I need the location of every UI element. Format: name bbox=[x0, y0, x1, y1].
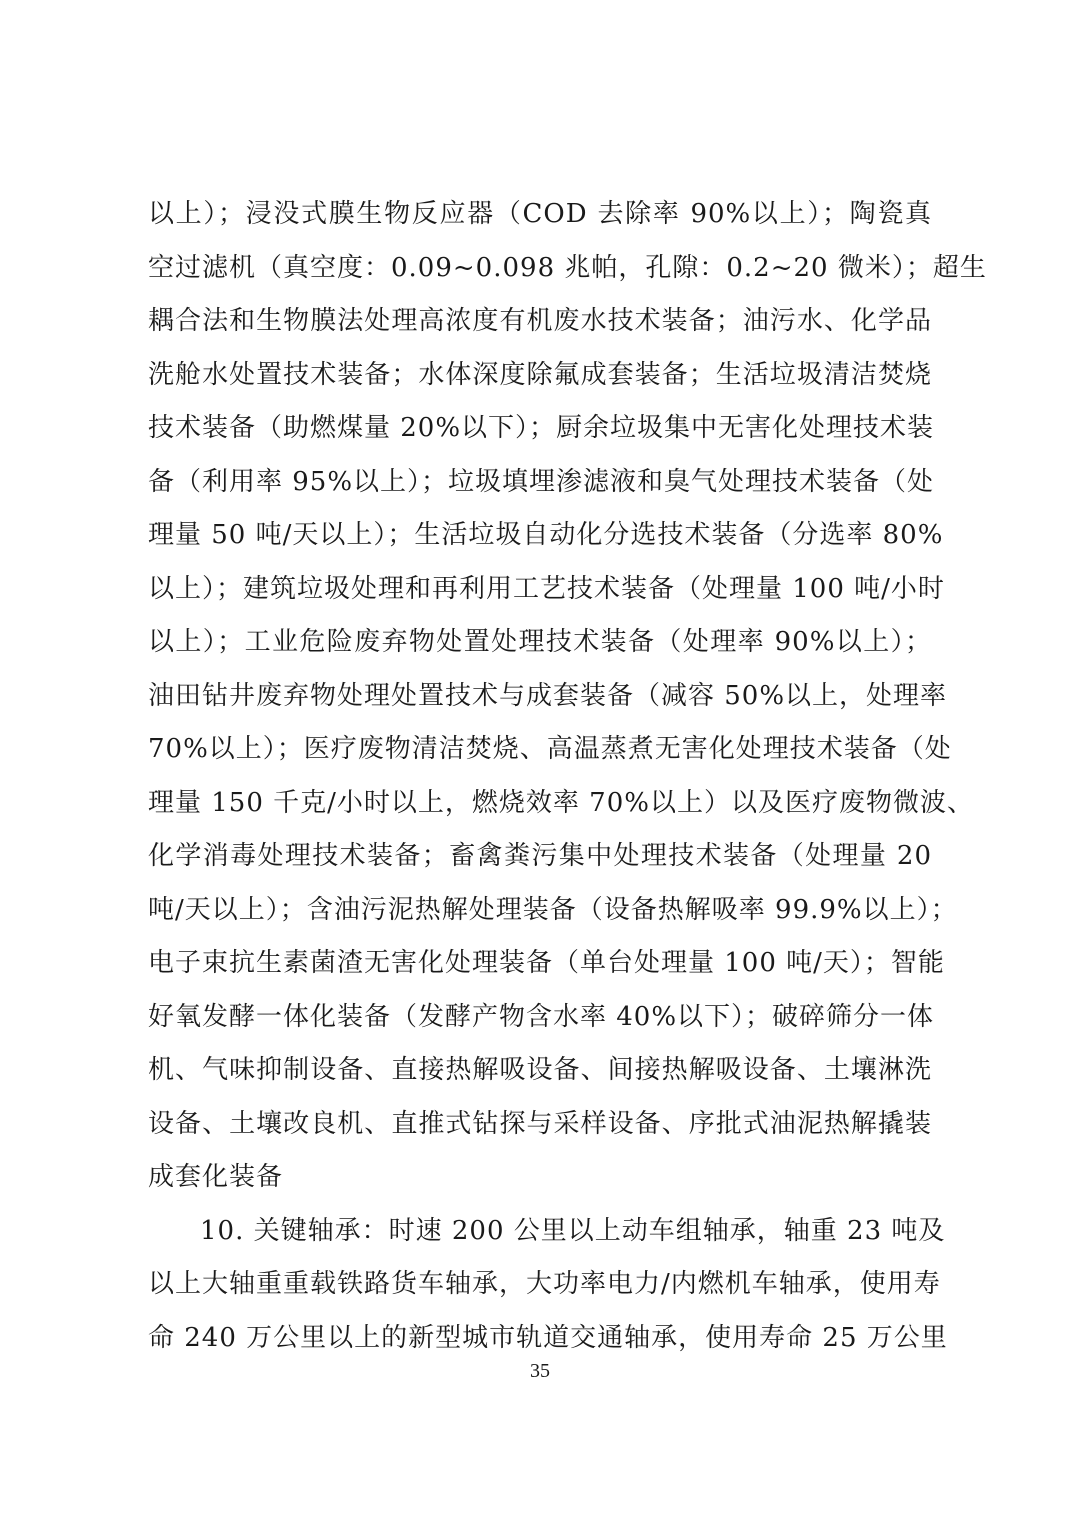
text-line: 以上大轴重重载铁路货车轴承，大功率电力/内燃机车轴承，使用寿 bbox=[148, 1269, 941, 1299]
text-line: 以上）；浸没式膜生物反应器（COD 去除率 90%以上）；陶瓷真 bbox=[148, 199, 932, 229]
text-line: 设备、土壤改良机、直推式钻探与采样设备、序批式油泥热解撬装 bbox=[148, 1108, 932, 1139]
text-line: 以上）；建筑垃圾处理和再利用工艺技术装备（处理量 100 吨/小时 bbox=[148, 573, 945, 604]
text-line: 技术装备（助燃煤量 20%以下）；厨余垃圾集中无害化处理技术装 bbox=[148, 413, 935, 443]
text-line: 70%以上）；医疗废物清洁焚烧、高温蒸煮无害化处理技术装备（处 bbox=[148, 734, 952, 764]
text-line: 油田钻井废弃物处理处置技术与成套装备（减容 50%以上，处理率 bbox=[148, 680, 948, 711]
text-line: 耦合法和生物膜法处理高浓度有机废水技术装备；油污水、化学品 bbox=[148, 306, 932, 336]
text-line: 好氧发酵一体化装备（发酵产物含水率 40%以下）；破碎筛分一体 bbox=[148, 1001, 935, 1032]
text-line: 洗舱水处置技术装备；水体深度除氟成套装备；生活垃圾清洁焚烧 bbox=[148, 359, 932, 390]
body-text bbox=[148, 188, 987, 1365]
text-line: 备（利用率 95%以上）；垃圾填埋渗滤液和臭气处理技术装备（处 bbox=[148, 466, 935, 497]
text-line: 化学消毒处理技术装备；畜禽粪污集中处理技术装备（处理量 20 bbox=[148, 841, 932, 871]
text-line: 理量 50 吨/天以上）；生活垃圾自动化分选技术装备（分选率 80% bbox=[148, 520, 944, 550]
text-line: 理量 150 千克/小时以上，燃烧效率 70%以上）以及医疗废物微波、 bbox=[148, 787, 974, 818]
text-line: 电子束抗生素菌渣无害化处理装备（单台处理量 100 吨/天）；智能 bbox=[148, 948, 945, 978]
text-line: 空过滤机（真空度：0.09~0.098 兆帕，孔隙：0.2~20 微米）；超生 bbox=[148, 252, 987, 283]
text-line: 吨/天以上）；含油污泥热解处理装备（设备热解吸率 99.9%以上）； bbox=[148, 894, 958, 925]
text-line: 命 240 万公里以上的新型城市轨道交通轴承，使用寿命 25 万公里 bbox=[148, 1322, 948, 1353]
text-line: 成套化装备 bbox=[148, 1162, 284, 1192]
paragraph-key-bearings bbox=[148, 1205, 948, 1366]
text-line: 10. 关键轴承：时速 200 公里以上动车组轴承，轴重 23 吨及 bbox=[200, 1215, 946, 1246]
paragraph-equipment-list bbox=[148, 188, 987, 1205]
text-line: 机、气味抑制设备、直接热解吸设备、间接热解吸设备、土壤淋洗 bbox=[148, 1055, 932, 1085]
page-number: 35 bbox=[530, 1360, 550, 1382]
text-line: 以上）；工业危险废弃物处置处理技术装备（处理率 90%以上）； bbox=[148, 627, 932, 657]
